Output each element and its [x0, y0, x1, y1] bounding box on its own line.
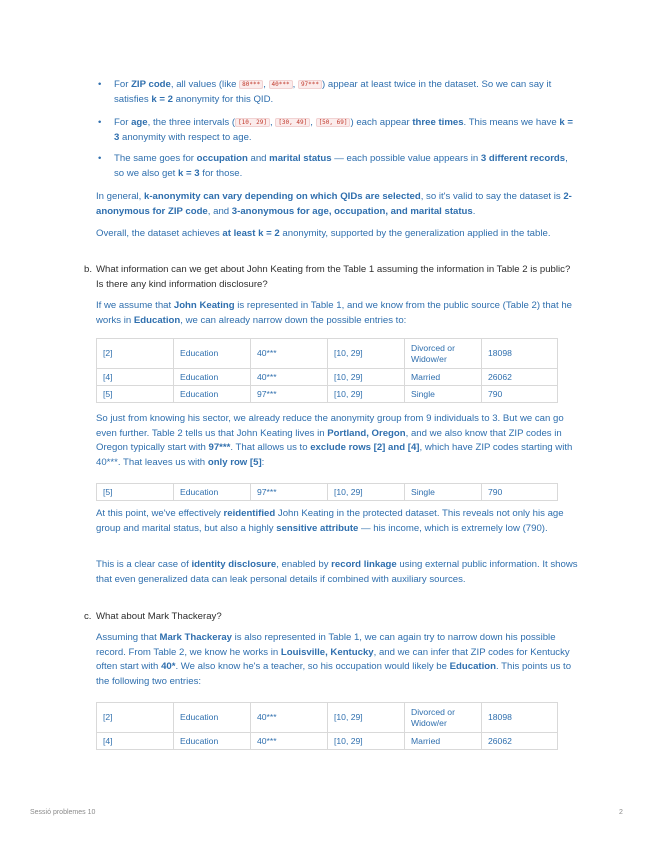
zip-tag: 40*** — [269, 80, 293, 89]
bold-text: John Keating — [173, 300, 235, 311]
footer-title: Sessió problemes 10 — [30, 809, 96, 816]
table-cell: [10, 29] — [328, 369, 405, 386]
text: John Keating in the protected dataset. This reveals not only his age group and marital status, but also a highly — [96, 508, 564, 534]
bold-text: 97*** — [208, 442, 231, 453]
table-cell: 40*** — [251, 369, 328, 386]
text: At this point, we've effectively — [96, 508, 224, 519]
table-row — [97, 484, 558, 501]
table-cell: 26062 — [482, 733, 558, 750]
table-cell: Married — [405, 369, 482, 386]
table-cell: Divorced or Widow/er — [405, 703, 482, 733]
text: , and we also know that ZIP codes in Oregon typically start with — [96, 427, 562, 453]
separator: , — [269, 117, 276, 128]
text: . — [472, 205, 476, 217]
table-cell: 40*** — [251, 733, 328, 750]
text: So just from knowing his sector, we already reduce the anonymity group from 9 individuals to 3. But we can go even further. Table 2 tells us that John Keating lives in — [96, 413, 564, 439]
text: , so it's valid to say the dataset is — [420, 191, 564, 202]
bullet-dot-icon: • — [98, 153, 102, 164]
table-cell: Education — [174, 369, 251, 386]
table-cell: 40*** — [251, 339, 328, 369]
table-row — [97, 369, 558, 386]
separator: , — [292, 79, 298, 90]
zip-tag: 80*** — [239, 80, 263, 89]
text: Overall, the dataset achieves — [96, 228, 223, 239]
text: ) appear at least twice in the dataset. So we can say it satisfies — [114, 79, 552, 105]
table-row — [97, 339, 558, 369]
paragraph-b4 — [96, 558, 580, 587]
text: , enabled by — [276, 559, 332, 570]
bold-text: 2-anonymous for ZIP code — [96, 191, 572, 217]
table-cell: Divorced or Widow/er — [405, 339, 482, 369]
paragraph-b2 — [96, 412, 580, 470]
text: , the three intervals ( — [147, 117, 236, 128]
paragraph-b3 — [96, 507, 580, 536]
bold-text: k = 3 — [178, 167, 200, 179]
paragraph-general — [96, 190, 580, 219]
bold-text: k-anonymity can vary depending on which QIDs are selected — [144, 191, 421, 202]
question-label: b. — [84, 264, 93, 275]
text: , all values (like — [170, 79, 240, 90]
text: , we can already narrow down the possible entries to: — [180, 314, 407, 326]
text: is represented in Table 1, and we know from the public source (Table 2) that he works in — [96, 300, 573, 326]
bold-text: ZIP code — [131, 79, 171, 90]
age-tag: [10, 29] — [235, 118, 270, 127]
bullet-dot-icon: • — [98, 117, 102, 128]
bold-text: k = 3 — [114, 117, 573, 143]
bold-text: three times — [412, 117, 464, 128]
table-row — [97, 703, 558, 733]
bold-text: 3 different records — [480, 153, 566, 164]
text: This is a clear case of — [96, 559, 192, 570]
text: is also represented in Table 1, we can again try to narrow down his possible record. From Table 2, we know he works in — [96, 632, 556, 658]
bold-text: occupation — [196, 153, 248, 164]
bold-text: record linkage — [331, 559, 397, 570]
bold-text: only row [5] — [207, 456, 262, 468]
table-cell: Education — [174, 339, 251, 369]
table-cell: [10, 29] — [328, 484, 405, 501]
text: In general, — [96, 191, 145, 202]
question-text: What about Mark Thackeray? — [96, 611, 222, 622]
age-tag: [30, 49] — [275, 118, 310, 127]
table-cell: 97*** — [251, 386, 328, 403]
text: , and — [207, 205, 232, 217]
bold-text: 40* — [161, 661, 176, 672]
text: for those. — [199, 167, 243, 179]
separator: , — [310, 117, 316, 128]
table-cell: [10, 29] — [328, 733, 405, 750]
zip-tag: 97*** — [298, 80, 322, 89]
text: anonymity with respect to age. — [119, 131, 252, 143]
table-cell: 790 — [482, 484, 558, 501]
text: — each possible value appears in — [331, 153, 481, 164]
text: . This points us to the following two entries: — [96, 661, 572, 687]
text: , so we also get — [114, 153, 568, 179]
table-cell: [10, 29] — [328, 386, 405, 403]
table-row — [97, 733, 558, 750]
bold-text: sensitive attribute — [276, 522, 359, 534]
bold-text: 3-anonymous for age, occupation, and marital status — [231, 205, 473, 217]
text: . We also know he's a teacher, so his occupation would likely be — [175, 661, 450, 672]
text: . This means we have — [463, 117, 560, 128]
age-tag: [50, 69] — [316, 118, 351, 127]
bold-text: identity disclosure — [191, 559, 277, 570]
table-cell: [4] — [97, 733, 174, 750]
bold-text: Louisville, Kentucky — [280, 646, 374, 658]
table-cell: Education — [174, 484, 251, 501]
paragraph-c1 — [96, 631, 580, 689]
table-row — [97, 386, 558, 403]
candidate-records-table — [96, 338, 558, 403]
text: using external public information. It shows that even generalized data can leak personal details if combined with auxiliary sources. — [96, 559, 578, 585]
page-number: 2 — [619, 809, 623, 816]
bold-text: age — [131, 117, 148, 128]
bold-text: exclude rows [2] and [4] — [310, 442, 420, 453]
text: , and we can infer that ZIP codes for Kentucky often start with — [96, 646, 570, 672]
bold-text: at least k = 2 — [222, 228, 280, 239]
bold-text: Education — [133, 314, 181, 326]
table-cell: [2] — [97, 703, 174, 733]
bold-text: Portland, Oregon — [327, 427, 406, 439]
table-cell: Education — [174, 733, 251, 750]
table-cell: Education — [174, 386, 251, 403]
table-cell: [4] — [97, 369, 174, 386]
table-cell: 97*** — [251, 484, 328, 501]
bold-text: reidentified — [223, 508, 276, 519]
table-cell: Single — [405, 484, 482, 501]
text: ) each appear — [350, 117, 413, 128]
table-cell: [5] — [97, 484, 174, 501]
table-cell: [2] — [97, 339, 174, 369]
text: Assuming that — [96, 632, 160, 643]
bullet-dot-icon: • — [98, 79, 102, 90]
text: , which have ZIP codes starting with 40***. That leaves us with — [96, 442, 573, 468]
text: . That allows us to — [230, 442, 311, 453]
paragraph-b1 — [96, 299, 580, 328]
bold-text: Education — [449, 661, 497, 672]
table-cell: [5] — [97, 386, 174, 403]
table-cell: 18098 — [482, 703, 558, 733]
table-cell: Single — [405, 386, 482, 403]
text: For — [114, 117, 132, 128]
separator: , — [263, 79, 269, 90]
remaining-record-table — [96, 483, 558, 501]
table-cell: 40*** — [251, 703, 328, 733]
table-cell: [10, 29] — [328, 703, 405, 733]
table-cell: Married — [405, 733, 482, 750]
text: If we assume that — [96, 300, 174, 311]
text: For — [114, 79, 132, 90]
table-cell: 18098 — [482, 339, 558, 369]
thackeray-candidates-table — [96, 702, 558, 750]
paragraph-overall — [96, 227, 580, 242]
table-cell: Education — [174, 703, 251, 733]
bold-text: marital status — [269, 153, 332, 164]
bold-text: k = 2 — [151, 93, 173, 105]
text: and — [247, 153, 270, 164]
text: — his income, which is extremely low (790). — [358, 522, 548, 534]
text: The same goes for — [114, 153, 197, 164]
question-label: c. — [84, 611, 92, 622]
text: : — [261, 456, 265, 468]
bold-text: Mark Thackeray — [159, 632, 232, 643]
table-cell: 26062 — [482, 369, 558, 386]
text: anonymity, supported by the generalization applied in the table. — [279, 228, 551, 239]
table-cell: 790 — [482, 386, 558, 403]
text: anonymity for this QID. — [172, 93, 274, 105]
question-text: What information can we get about John Keating from the Table 1 assuming the information in Table 2 is public? Is there any kind information disclosure? — [96, 264, 571, 290]
table-cell: [10, 29] — [328, 339, 405, 369]
